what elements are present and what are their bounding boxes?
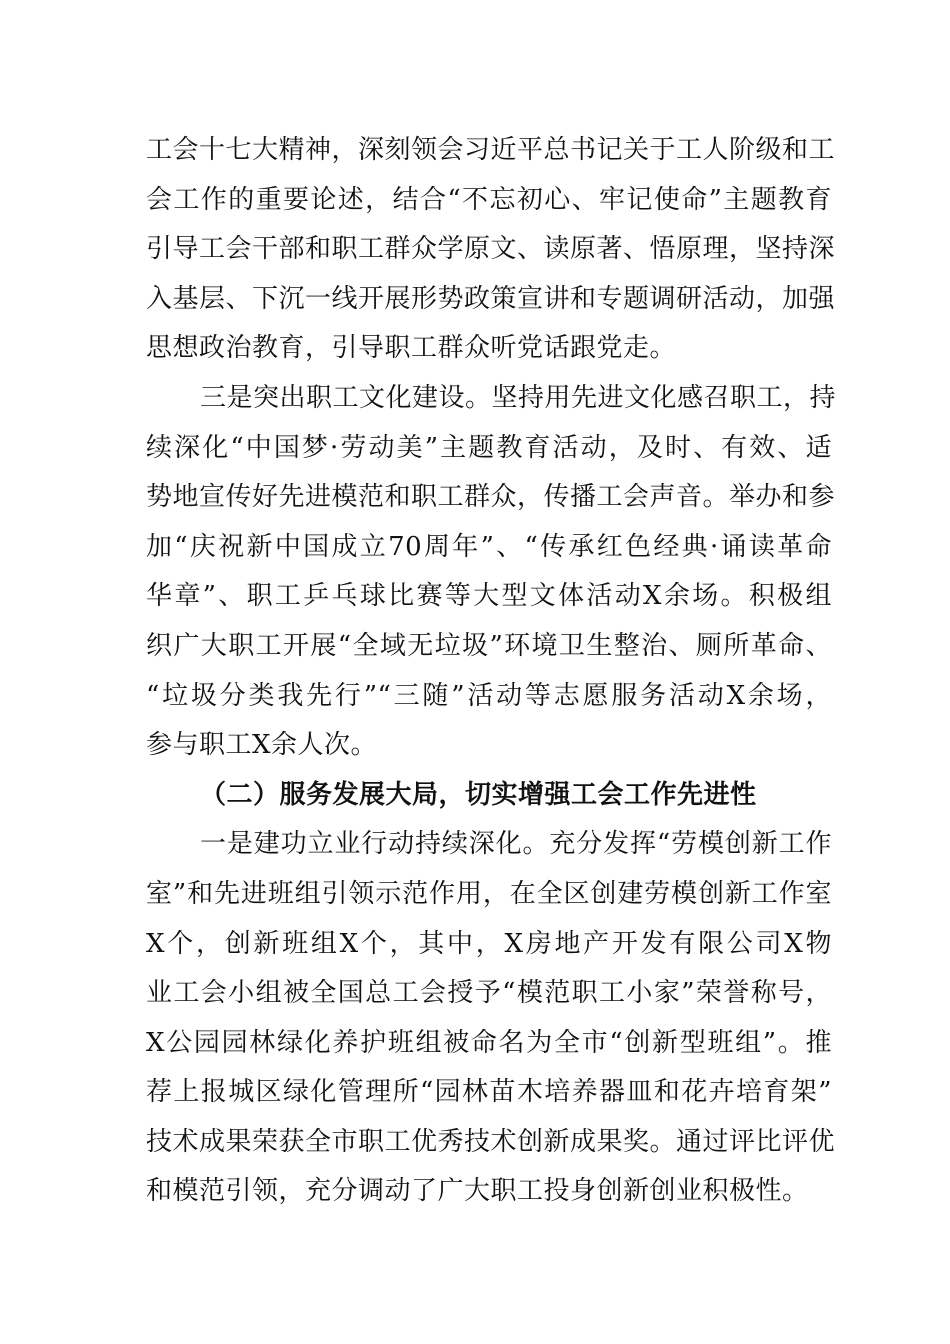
text-line: 续深化“中国梦·劳动美”主题教育活动，及时、有效、适 bbox=[146, 432, 832, 463]
text-line: 一是建功立业行动持续深化。充分发挥“劳模创新工作 bbox=[200, 829, 832, 860]
text-line: X个，创新班组X个，其中，X房地产开发有限公司X物 bbox=[146, 928, 832, 959]
text-line: “垃圾分类我先行”“三随”活动等志愿服务活动X余场， bbox=[146, 680, 832, 711]
text-line: 华章”、职工乒乓球比赛等大型文体活动X余场。积极组 bbox=[146, 581, 832, 612]
text-line: 三是突出职工文化建设。坚持用先进文化感召职工，持 bbox=[200, 382, 837, 413]
text-line: 和模范引领，充分调动了广大职工投身创新创业积极性。 bbox=[146, 1176, 809, 1207]
text-line: 室”和先进班组引领示范作用，在全区创建劳模创新工作室 bbox=[146, 878, 832, 909]
paragraph-innovation bbox=[146, 820, 836, 1217]
section-heading bbox=[146, 771, 832, 821]
text-line: 工会十七大精神，深刻领会习近平总书记关于工人阶级和工 bbox=[146, 135, 836, 165]
paragraph-staff-culture bbox=[146, 374, 837, 771]
text-line: 织广大职工开展“全域无垃圾”环境卫生整治、厕所革命、 bbox=[146, 630, 832, 661]
paragraph-theory-study bbox=[146, 126, 836, 374]
text-line: 思想政治教育，引导职工群众听党话跟党走。 bbox=[146, 333, 677, 364]
text-line: 引导工会干部和职工群众学原文、读原著、悟原理，坚持深 bbox=[146, 234, 836, 265]
document-body bbox=[146, 126, 837, 1217]
text-line: 业工会小组被全国总工会授予“模范职工小家”荣誉称号， bbox=[146, 978, 832, 1009]
text-line: 加“庆祝新中国成立70周年”、“传承红色经典·诵读革命 bbox=[146, 531, 832, 562]
text-line: 势地宣传好先进模范和职工群众，传播工会声音。举办和参 bbox=[146, 482, 836, 513]
text-line: 荐上报城区绿化管理所“园林苗木培养器皿和花卉培育架” bbox=[146, 1077, 832, 1108]
text-line: 会工作的重要论述，结合“不忘初心、牢记使命”主题教育 bbox=[146, 184, 832, 215]
text-line: X公园园林绿化养护班组被命名为全市“创新型班组”。推 bbox=[146, 1027, 832, 1058]
heading-line: （二）服务发展大局，切实增强工会工作先进性 bbox=[200, 779, 757, 810]
text-line: 技术成果荣获全市职工优秀技术创新成果奖。通过评比评优 bbox=[146, 1126, 836, 1157]
text-line: 参与职工X余人次。 bbox=[146, 730, 378, 761]
text-line: 入基层、下沉一线开展形势政策宣讲和专题调研活动，加强 bbox=[146, 283, 836, 314]
